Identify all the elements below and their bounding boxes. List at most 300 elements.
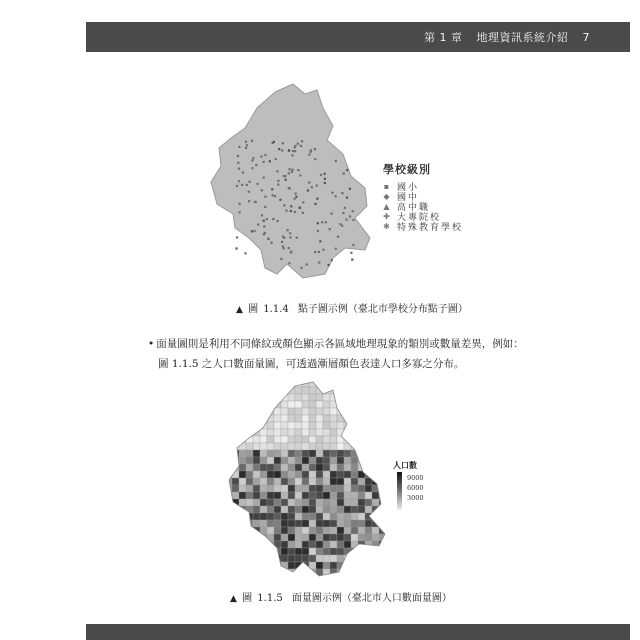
district-cell xyxy=(393,485,395,492)
district-cell xyxy=(260,457,267,464)
district-cell xyxy=(393,527,395,534)
school-dot xyxy=(317,222,319,224)
district-cell xyxy=(386,415,393,422)
district-cell xyxy=(309,450,316,457)
district-cell xyxy=(260,450,267,457)
school-dot xyxy=(275,158,277,160)
district-cell xyxy=(316,415,323,422)
district-cell xyxy=(260,471,267,478)
district-cell xyxy=(372,576,379,580)
district-cell xyxy=(281,401,288,408)
school-dot xyxy=(335,248,337,250)
district-cell xyxy=(253,506,260,513)
district-cell xyxy=(302,394,309,401)
district-cell xyxy=(309,436,316,443)
school-dot xyxy=(283,204,285,206)
district-cell xyxy=(386,576,393,580)
school-dot xyxy=(282,142,284,144)
district-cell xyxy=(239,380,246,387)
district-cell xyxy=(316,380,323,387)
district-cell xyxy=(239,401,246,408)
district-cell xyxy=(239,443,246,450)
district-cell xyxy=(225,436,232,443)
district-cell xyxy=(281,527,288,534)
district-cell xyxy=(365,499,372,506)
district-cell xyxy=(246,450,253,457)
district-cell xyxy=(260,408,267,415)
district-cell xyxy=(253,394,260,401)
district-cell xyxy=(225,562,232,569)
district-cell xyxy=(316,534,323,541)
district-cell xyxy=(288,541,295,548)
school-dot xyxy=(248,200,250,202)
district-cell xyxy=(302,576,309,580)
district-cell xyxy=(253,436,260,443)
school-dot xyxy=(301,140,303,142)
district-cell xyxy=(365,415,372,422)
district-cell xyxy=(225,534,232,541)
district-cell xyxy=(379,457,386,464)
district-cell xyxy=(267,450,274,457)
district-cell xyxy=(323,380,330,387)
district-cell xyxy=(379,548,386,555)
district-cell xyxy=(372,471,379,478)
district-cell xyxy=(225,429,232,436)
district-cell xyxy=(386,478,393,485)
district-cell xyxy=(232,422,239,429)
district-cell xyxy=(393,569,395,576)
district-cell xyxy=(351,492,358,499)
district-cell xyxy=(316,555,323,562)
asterisk-icon: ✱ xyxy=(383,221,392,231)
district-cell xyxy=(253,457,260,464)
district-cell xyxy=(302,408,309,415)
district-cell xyxy=(393,422,395,429)
district-cell xyxy=(274,485,281,492)
district-cell xyxy=(239,408,246,415)
district-cell xyxy=(393,415,395,422)
district-cell xyxy=(316,457,323,464)
district-cell xyxy=(253,541,260,548)
school-dot xyxy=(246,184,248,186)
school-dot xyxy=(281,241,283,243)
district-cell xyxy=(337,471,344,478)
district-cell xyxy=(239,457,246,464)
school-dot xyxy=(236,185,238,187)
school-dot xyxy=(299,207,301,209)
district-cell xyxy=(253,562,260,569)
legend-title: 學校級別 xyxy=(383,163,431,176)
district-cell xyxy=(386,527,393,534)
district-cell xyxy=(309,485,316,492)
district-cell xyxy=(260,429,267,436)
district-cell xyxy=(365,429,372,436)
district-cell xyxy=(393,450,395,457)
district-cell xyxy=(323,471,330,478)
district-cell xyxy=(295,506,302,513)
district-cell xyxy=(358,436,365,443)
district-cell xyxy=(295,464,302,471)
school-dot xyxy=(344,207,346,209)
district-cell xyxy=(246,541,253,548)
district-cell xyxy=(379,436,386,443)
school-dot xyxy=(292,150,294,152)
district-cell xyxy=(239,569,246,576)
school-dot xyxy=(318,261,320,263)
district-cell xyxy=(246,548,253,555)
district-cell xyxy=(253,492,260,499)
district-cell xyxy=(372,394,379,401)
school-dot xyxy=(299,174,301,176)
school-dot xyxy=(297,143,299,145)
district-cell xyxy=(288,548,295,555)
square-icon: ▪ xyxy=(383,181,392,191)
district-cell xyxy=(323,443,330,450)
district-cell xyxy=(330,576,337,580)
district-cell xyxy=(379,415,386,422)
district-cell xyxy=(302,401,309,408)
district-cell xyxy=(260,576,267,580)
school-dot xyxy=(288,247,290,249)
school-dot xyxy=(272,194,274,196)
district-cell xyxy=(337,576,344,580)
district-cell xyxy=(386,541,393,548)
district-cell xyxy=(239,520,246,527)
district-cell xyxy=(295,499,302,506)
district-cell xyxy=(337,492,344,499)
district-cell xyxy=(309,520,316,527)
district-cell xyxy=(316,485,323,492)
district-cell xyxy=(288,471,295,478)
district-cell xyxy=(323,408,330,415)
district-cell xyxy=(232,548,239,555)
district-cell xyxy=(372,499,379,506)
district-cell xyxy=(379,562,386,569)
school-dot xyxy=(273,141,275,143)
school-dot xyxy=(277,184,279,186)
district-cell xyxy=(351,541,358,548)
district-cell xyxy=(309,415,316,422)
legend-item-elementary xyxy=(383,181,463,191)
district-cell xyxy=(267,422,274,429)
district-cell xyxy=(253,422,260,429)
school-dot xyxy=(350,252,352,254)
district-cell xyxy=(316,471,323,478)
district-cell xyxy=(232,443,239,450)
figure-2-caption xyxy=(230,589,452,604)
district-cell xyxy=(337,506,344,513)
district-cell xyxy=(281,555,288,562)
cross-icon: ✚ xyxy=(383,211,392,221)
district-cell xyxy=(246,555,253,562)
district-cell xyxy=(239,436,246,443)
school-dot xyxy=(244,252,246,254)
district-cell xyxy=(239,555,246,562)
school-dot xyxy=(324,173,326,175)
district-cell xyxy=(309,534,316,541)
district-cell xyxy=(309,380,316,387)
district-cell xyxy=(316,506,323,513)
district-cell xyxy=(288,513,295,520)
legend-tick-high: 9000 xyxy=(407,474,424,482)
school-dot xyxy=(274,195,276,197)
school-dot xyxy=(290,251,292,253)
district-cell xyxy=(372,534,379,541)
district-cell xyxy=(323,401,330,408)
district-cell xyxy=(281,485,288,492)
taipei-outline xyxy=(211,84,370,278)
school-dot xyxy=(249,181,251,183)
district-cell xyxy=(274,471,281,478)
school-dot xyxy=(291,154,293,156)
district-cell xyxy=(274,534,281,541)
district-cell xyxy=(309,387,316,394)
school-dot xyxy=(307,189,309,191)
district-cell xyxy=(372,422,379,429)
district-cell xyxy=(323,394,330,401)
district-cell xyxy=(232,513,239,520)
district-cell xyxy=(232,506,239,513)
school-dot xyxy=(314,158,316,160)
district-cell xyxy=(379,408,386,415)
district-cell xyxy=(225,408,232,415)
district-cell xyxy=(281,380,288,387)
district-cell xyxy=(225,576,232,580)
district-cell xyxy=(344,492,351,499)
district-cell xyxy=(316,541,323,548)
district-cell xyxy=(239,450,246,457)
school-dot xyxy=(285,210,287,212)
school-dot xyxy=(288,149,290,151)
chapter-title: 地理資訊系統介紹 xyxy=(476,31,569,44)
district-cell xyxy=(225,422,232,429)
district-cell xyxy=(309,394,316,401)
district-cell xyxy=(267,478,274,485)
district-cell xyxy=(232,492,239,499)
district-cell xyxy=(379,401,386,408)
district-cell xyxy=(288,429,295,436)
school-dot xyxy=(322,249,324,251)
school-dot xyxy=(251,140,253,142)
district-cell xyxy=(253,401,260,408)
district-cell xyxy=(372,457,379,464)
district-cell xyxy=(267,548,274,555)
district-cell xyxy=(393,492,395,499)
district-cell xyxy=(337,436,344,443)
district-cell xyxy=(267,387,274,394)
district-cell xyxy=(288,492,295,499)
district-cell xyxy=(330,450,337,457)
district-cell xyxy=(372,387,379,394)
school-dot xyxy=(342,212,344,214)
district-cell xyxy=(351,569,358,576)
district-cell xyxy=(302,534,309,541)
district-cell xyxy=(351,464,358,471)
school-dot xyxy=(300,267,302,269)
figure-caption-text: 面量圖示例（臺北市人口數面量圖） xyxy=(291,593,452,604)
district-cell xyxy=(344,527,351,534)
district-cell xyxy=(295,562,302,569)
school-dot xyxy=(285,179,287,181)
figure-label: 圖 xyxy=(242,593,253,604)
district-cell xyxy=(358,387,365,394)
school-dot xyxy=(306,263,308,265)
district-cell xyxy=(302,478,309,485)
district-cell xyxy=(344,443,351,450)
figure-1-caption xyxy=(236,300,468,315)
district-cell xyxy=(365,387,372,394)
district-cell xyxy=(274,443,281,450)
school-dot xyxy=(254,201,256,203)
district-cell xyxy=(330,478,337,485)
district-cell xyxy=(309,401,316,408)
district-cell xyxy=(260,436,267,443)
school-dot xyxy=(271,188,273,190)
school-dot xyxy=(316,198,318,200)
district-cell xyxy=(267,436,274,443)
district-cell xyxy=(302,387,309,394)
district-cell xyxy=(330,471,337,478)
district-cell xyxy=(267,576,274,580)
district-cell xyxy=(288,506,295,513)
district-cell xyxy=(267,394,274,401)
district-cell xyxy=(281,520,288,527)
district-cell xyxy=(344,380,351,387)
bullet-icon: • xyxy=(148,338,155,350)
district-cell xyxy=(288,555,295,562)
district-cell xyxy=(372,541,379,548)
district-cell xyxy=(316,492,323,499)
school-dot xyxy=(328,264,330,266)
district-cell xyxy=(295,443,302,450)
district-cell xyxy=(267,527,274,534)
district-cell xyxy=(225,415,232,422)
school-dot xyxy=(343,172,345,174)
district-cell xyxy=(372,492,379,499)
school-dot xyxy=(314,203,316,205)
school-dot xyxy=(261,189,263,191)
district-cell xyxy=(232,394,239,401)
district-cell xyxy=(232,387,239,394)
district-cell xyxy=(323,499,330,506)
district-cell xyxy=(246,562,253,569)
district-cell xyxy=(316,429,323,436)
district-cell xyxy=(309,548,316,555)
district-cell xyxy=(267,534,274,541)
district-cell xyxy=(288,422,295,429)
district-cell xyxy=(260,485,267,492)
district-cell xyxy=(281,513,288,520)
running-header xyxy=(414,29,590,45)
district-cell xyxy=(379,534,386,541)
school-dot xyxy=(277,180,279,182)
school-dot xyxy=(320,174,322,176)
district-cell xyxy=(288,485,295,492)
school-dot xyxy=(237,162,239,164)
district-cell xyxy=(253,513,260,520)
district-cell xyxy=(330,527,337,534)
district-cell xyxy=(344,387,351,394)
district-cell xyxy=(274,450,281,457)
district-cell xyxy=(330,457,337,464)
district-cell xyxy=(358,401,365,408)
district-cell xyxy=(295,450,302,457)
district-cell xyxy=(386,513,393,520)
district-cell xyxy=(358,429,365,436)
district-cell xyxy=(246,443,253,450)
district-cells xyxy=(225,380,395,580)
district-cell xyxy=(379,471,386,478)
school-dot xyxy=(300,145,302,147)
district-cell xyxy=(260,541,267,548)
district-cell xyxy=(337,464,344,471)
district-cell xyxy=(309,478,316,485)
district-cell xyxy=(330,534,337,541)
district-cell xyxy=(358,443,365,450)
district-cell xyxy=(267,492,274,499)
school-dot xyxy=(341,225,343,227)
district-cell xyxy=(246,471,253,478)
school-dot xyxy=(288,262,290,264)
district-cell xyxy=(386,429,393,436)
district-cell xyxy=(365,569,372,576)
district-cell xyxy=(267,485,274,492)
school-dot xyxy=(245,141,247,143)
district-cell xyxy=(386,548,393,555)
district-cell xyxy=(239,534,246,541)
district-cell xyxy=(365,408,372,415)
district-cell xyxy=(358,513,365,520)
district-cell xyxy=(274,415,281,422)
district-cell xyxy=(281,457,288,464)
district-cell xyxy=(358,562,365,569)
district-cell xyxy=(393,394,395,401)
figure-label: 圖 xyxy=(248,304,259,315)
school-dot xyxy=(341,192,343,194)
district-cell xyxy=(365,555,372,562)
district-cell xyxy=(225,380,232,387)
district-cell xyxy=(358,534,365,541)
district-cell xyxy=(281,471,288,478)
school-dot xyxy=(321,221,323,223)
district-cell xyxy=(337,513,344,520)
school-dot xyxy=(349,215,351,217)
district-cell xyxy=(225,394,232,401)
district-cell xyxy=(232,576,239,580)
school-dot xyxy=(288,172,290,174)
district-cell xyxy=(316,562,323,569)
diamond-icon: ◆ xyxy=(383,191,392,201)
district-cell xyxy=(358,555,365,562)
figure-number: 1.1.4 xyxy=(263,304,289,315)
district-cell xyxy=(288,443,295,450)
district-cell xyxy=(386,443,393,450)
school-dot xyxy=(337,236,339,238)
district-cell xyxy=(274,422,281,429)
district-cell xyxy=(365,506,372,513)
district-cell xyxy=(302,457,309,464)
district-cell xyxy=(260,562,267,569)
district-cell xyxy=(302,548,309,555)
district-cell xyxy=(365,450,372,457)
school-dot xyxy=(289,187,291,189)
district-cell xyxy=(288,562,295,569)
district-cell xyxy=(309,408,316,415)
district-cell xyxy=(365,380,372,387)
district-cell xyxy=(239,394,246,401)
school-dot xyxy=(276,220,278,222)
district-cell xyxy=(337,394,344,401)
